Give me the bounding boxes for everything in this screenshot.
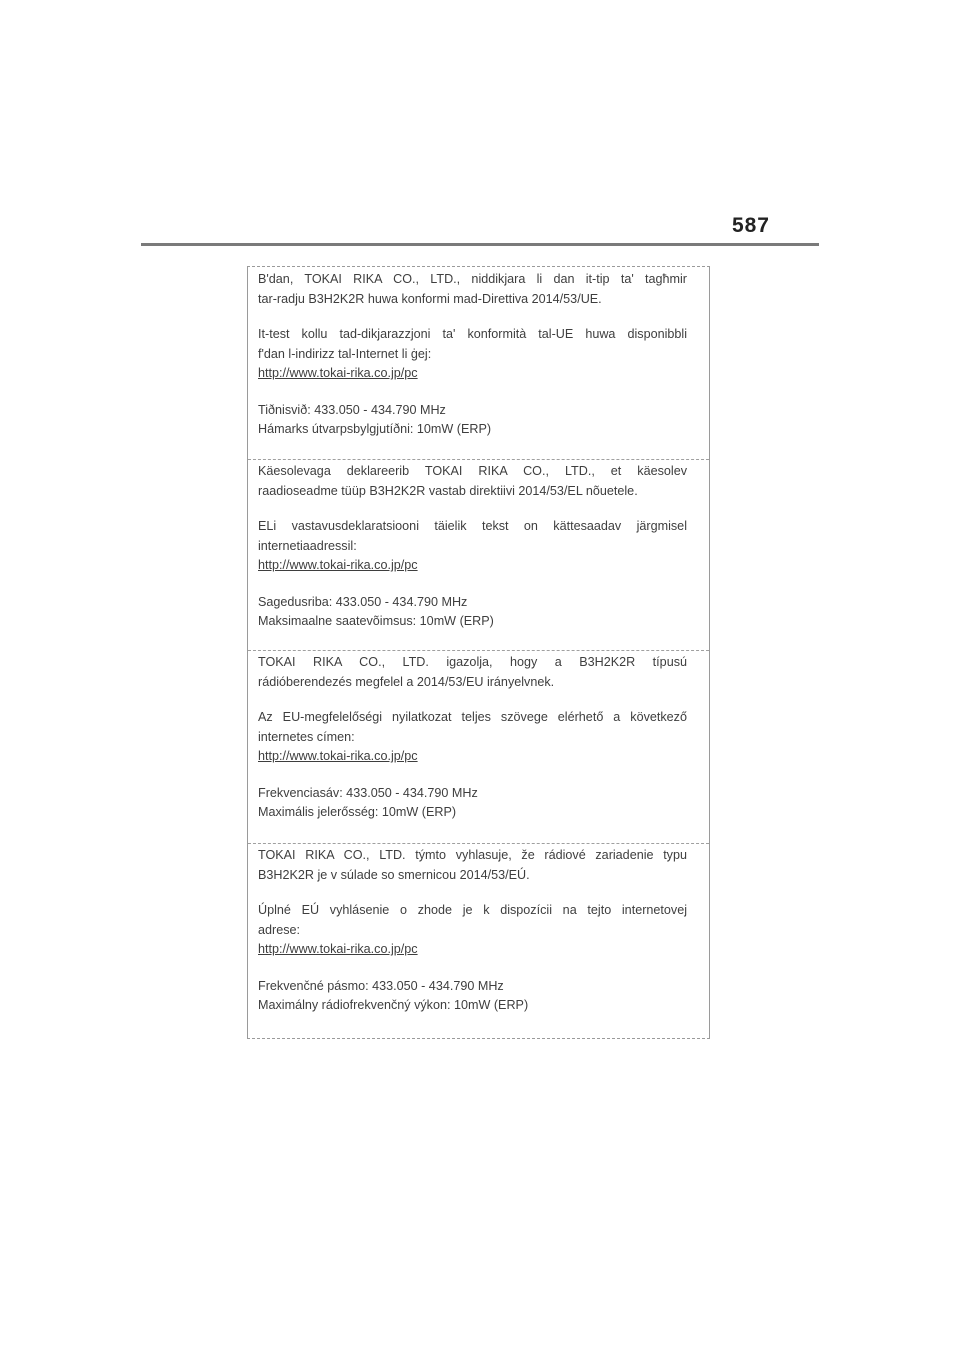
declaration-section-3 bbox=[248, 846, 709, 1016]
header-rule bbox=[141, 243, 819, 246]
declaration-text: TOKAI RIKA CO., LTD. týmto vyhlasuje, že rádiové zariadenie typu B3H2K2R je v súlade so smernicou 2014/53/EÚ. bbox=[258, 848, 687, 882]
declaration-url-link[interactable]: http://www.tokai-rika.co.jp/pc bbox=[258, 942, 418, 956]
declaration-section-1 bbox=[248, 462, 709, 632]
frequency-text: Frekvenciasáv: 433.050 - 434.790 MHz bbox=[258, 785, 478, 800]
section-divider bbox=[248, 650, 709, 651]
power-text: Hámarks útvarpsbylgjutíðni: 10mW (ERP) bbox=[258, 422, 492, 436]
declaration-section-0 bbox=[248, 270, 709, 440]
availability-text: ELi vastavusdeklaratsiooni täielik tekst on kättesaadav järgmisel internetiaadressil: http://www.tokai-rika.co.jp/pc bbox=[258, 517, 687, 576]
declaration-url-link[interactable]: http://www.tokai-rika.co.jp/pc bbox=[258, 749, 418, 763]
section-divider bbox=[248, 843, 709, 844]
availability-text: It-test kollu tad-dikjarazzjoni ta' konformità tal-UE huwa disponibbli f'dan l-indirizz tal-Internet li ġej: http://www.tokai-rika.co.jp/pc bbox=[258, 325, 687, 384]
declaration-text: TOKAI RIKA CO., LTD. igazolja, hogy a B3H2K2R típusú rádióberendezés megfelel a 2014/53/EU irányelvnek. bbox=[258, 655, 687, 689]
power-text: Maksimaalne saatevõimsus: 10mW (ERP) bbox=[258, 614, 494, 628]
declaration-box bbox=[247, 266, 710, 1039]
declaration-text: B'dan, TOKAI RIKA CO., LTD., niddikjara li dan it-tip ta' tagħmir tar-radju B3H2K2R huwa konformi mad-Direttiva 2014/53/UE. bbox=[258, 272, 687, 306]
availability-text: Úplné EÚ vyhlásenie o zhode je k dispozícii na tejto internetovej adrese: http://www.tokai-rika.co.jp/pc bbox=[258, 901, 687, 960]
section-divider bbox=[248, 459, 709, 460]
power-text: Maximális jelerősség: 10mW (ERP) bbox=[258, 805, 457, 819]
declaration-section-2 bbox=[248, 653, 709, 823]
availability-text: Az EU-megfelelőségi nyilatkozat teljes szövege elérhető a következő internetes címen: http://www.tokai-rika.co.jp/pc bbox=[258, 708, 687, 767]
declaration-url-link[interactable]: http://www.tokai-rika.co.jp/pc bbox=[258, 558, 418, 572]
declaration-url-link[interactable]: http://www.tokai-rika.co.jp/pc bbox=[258, 366, 418, 380]
declaration-text: Käesolevaga deklareerib TOKAI RIKA CO., LTD., et käesolev raadioseadme tüüp B3H2K2R vastab direktiivi 2014/53/EL nõuetele. bbox=[258, 464, 687, 498]
power-text: Maximálny rádiofrekvenčný výkon: 10mW (ERP) bbox=[258, 998, 529, 1012]
frequency-text: Sagedusriba: 433.050 - 434.790 MHz bbox=[258, 594, 468, 609]
frequency-text: Tiðnisvið: 433.050 - 434.790 MHz bbox=[258, 402, 446, 417]
frequency-text: Frekvenčné pásmo: 433.050 - 434.790 MHz bbox=[258, 978, 504, 993]
page-number: 587 bbox=[731, 214, 770, 237]
